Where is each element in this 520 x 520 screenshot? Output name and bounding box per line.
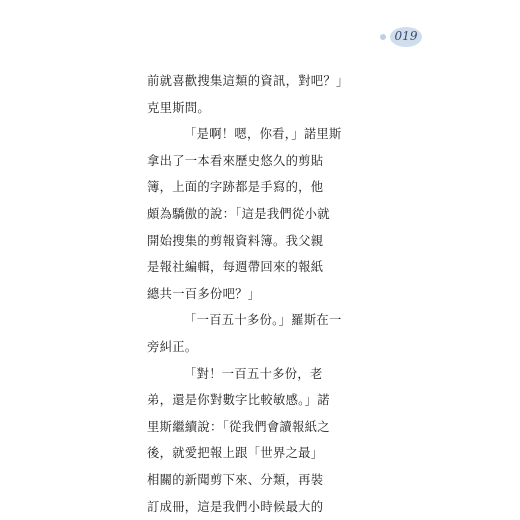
text-line: 簿，上面的字跡都是手寫的，他 (147, 174, 377, 201)
text-line: 弟，還是你對數字比較敏感。」諾 (147, 387, 377, 414)
text-line: 里斯繼續說：「從我們會讀報紙之 (147, 414, 377, 441)
text-line: 相關的新聞剪下來、分類，再裝 (147, 467, 377, 494)
body-text (147, 68, 377, 520)
text-line: 總共一百多份吧？」 (147, 281, 377, 308)
text-line: 開始搜集的剪報資料簿。我父親 (147, 228, 377, 255)
page-number-badge (374, 24, 434, 52)
text-line: 是報社編輯，每週帶回來的報紙 (147, 254, 377, 281)
text-line: 「一百五十多份。」羅斯在一 (147, 307, 377, 334)
text-line: 旁糾正。 (147, 334, 377, 361)
text-line: 拿出了一本看來歷史悠久的剪貼 (147, 148, 377, 175)
text-line: 訂成冊，這是我們小時候最大的 (147, 494, 377, 520)
text-line: 克里斯問。 (147, 95, 377, 122)
text-line: 頗為驕傲的說：「這是我們從小就 (147, 201, 377, 228)
page-number: 019 (390, 29, 422, 43)
text-line: 後，就愛把報上跟「世界之最」 (147, 440, 377, 467)
text-line: 前就喜歡搜集這類的資訊，對吧？」 (147, 68, 377, 95)
text-line: 「對！一百五十多份，老 (147, 361, 377, 388)
text-line: 「是啊！嗯，你看，」諾里斯 (147, 121, 377, 148)
decorative-dot (380, 34, 386, 40)
